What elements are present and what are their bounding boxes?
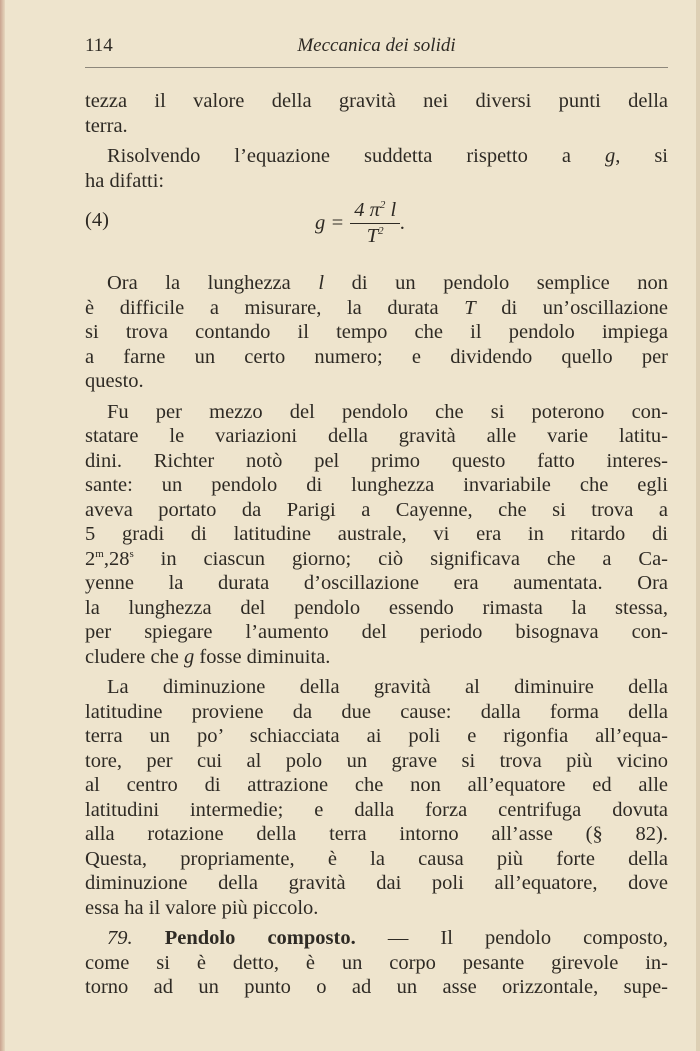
text-run: alla rotazione della terra intorno all’asse (§ 82). (85, 823, 668, 845)
text-run: Pendolo composto. (164, 927, 356, 949)
text-line (85, 773, 668, 798)
text-line (85, 473, 668, 498)
text-run: al centro di attrazione che non all’equatore ed alle (85, 774, 668, 796)
text-run: 79. (107, 927, 133, 949)
fraction-denominator (367, 224, 384, 248)
text-run: , si (615, 145, 668, 167)
text-run: La diminuzione della gravità al diminuire della (107, 676, 668, 698)
text-run: T (464, 296, 476, 319)
text-line (85, 749, 668, 774)
text-run: latitudini intermedie; e dalla forza centrifuga dovuta (85, 798, 668, 821)
text-run: essa ha il valore più piccolo. (85, 896, 319, 919)
page-number: 114 (85, 35, 113, 56)
text-run: terra. (85, 114, 128, 137)
text-run: torno ad un punto o ad un asse orizzontale, supe- (85, 976, 668, 998)
text-run: dini. Richter notò pel primo questo fatto interes- (85, 449, 668, 472)
text-line (85, 369, 668, 394)
running-title: Meccanica dei solidi (297, 35, 456, 56)
text-line (85, 498, 668, 523)
text-line (85, 522, 668, 547)
text-run: g (604, 145, 616, 167)
paragraph (85, 89, 668, 138)
text-run: diminuzione della gravità dai poli all’equatore, dove (85, 872, 668, 894)
text-run: m (95, 547, 104, 560)
text-line (85, 449, 668, 474)
text-run: Fu per mezzo del pendolo che si poterono con- (107, 400, 668, 423)
text-run: yenne la durata d’oscillazione era aumentata. Ora (85, 572, 668, 594)
text-line (85, 975, 668, 1000)
text-run: Questa, propriamente, è la causa più forte della (85, 847, 668, 870)
text-run: terra un po’ schiacciata ai poli e rigonfia all’equa- (85, 725, 668, 747)
text-run: si trova contando il tempo che il pendolo impiega (85, 321, 668, 343)
text-run: s (129, 547, 134, 560)
text-run: la lunghezza del pendolo essendo rimasta la stessa, (85, 596, 668, 619)
text-run: di un pendolo semplice non (324, 272, 668, 294)
text-run: Risolvendo l’equazione suddetta rispetto a (107, 145, 605, 167)
text-run: l (318, 272, 325, 294)
text-run: questo. (85, 370, 144, 392)
denominator-var: T (366, 225, 379, 247)
text-line (85, 547, 668, 572)
numerator-exp: 2 (379, 199, 386, 211)
text-line (85, 896, 668, 921)
text-line (85, 400, 668, 425)
text-line (85, 620, 668, 645)
text-run: per spiegare l’aumento del periodo bisognava con- (85, 621, 668, 643)
text-line (85, 798, 668, 823)
equation-4 (85, 199, 668, 259)
text-line (85, 724, 668, 749)
text-line (85, 847, 668, 872)
equation (315, 199, 405, 248)
text-run: — Il pendolo composto, (355, 927, 669, 949)
text-line (85, 320, 668, 345)
text-run: cludere che (85, 645, 185, 668)
text-line (85, 871, 668, 896)
text-run: di un’oscillazione (475, 296, 668, 319)
numerator-coef: 4 π (354, 199, 380, 221)
page-header (85, 35, 668, 61)
paragraph (85, 400, 668, 670)
text-run: 2 (85, 547, 96, 570)
equation-period: . (400, 212, 406, 234)
paragraph (85, 271, 668, 394)
text-line (85, 822, 668, 847)
paragraph (85, 926, 668, 1000)
text-line (85, 271, 668, 296)
text-run: aveva portato da Parigi a Cayenne, che si trova a (85, 498, 668, 521)
text-run (133, 927, 165, 949)
header-rule (85, 67, 668, 68)
text-before-formula (85, 89, 668, 193)
paragraph (85, 144, 668, 193)
page-body (85, 89, 668, 1006)
text-run: in ciascun giorno; ciò significava che a Ca- (133, 547, 668, 570)
text-run: Ora la lunghezza (107, 272, 319, 294)
page-left-edge (0, 0, 5, 1051)
text-run: latitudine proviene da due cause: dalla forma della (85, 700, 668, 723)
equation-number: (4) (85, 209, 109, 231)
text-run: è difficile a misurare, la durata (85, 296, 465, 319)
text-run: a farne un certo numero; e dividendo quello per (85, 345, 668, 368)
text-run: ,28 (103, 547, 130, 570)
text-line (85, 700, 668, 725)
equation-lhs: g = (315, 212, 345, 234)
text-run: statare le variazioni della gravità alle varie latitu- (85, 425, 668, 447)
text-run: come si è detto, è un corpo pesante girevole in- (85, 951, 668, 974)
text-line (85, 596, 668, 621)
text-run: ha difatti: (85, 169, 165, 192)
text-line (85, 296, 668, 321)
denominator-exp: 2 (378, 225, 384, 237)
text-run: 5 gradi di latitudine australe, vi era in ritardo di (85, 523, 668, 545)
text-line (85, 424, 668, 449)
text-run: tezza il valore della gravità nei diversi punti della (85, 90, 668, 112)
text-line (85, 169, 668, 194)
text-line (85, 645, 668, 670)
text-line (85, 345, 668, 370)
text-line (85, 571, 668, 596)
text-line (85, 675, 668, 700)
numerator-var: l (385, 199, 397, 221)
fraction (350, 199, 400, 248)
text-line (85, 89, 668, 114)
paragraph (85, 675, 668, 920)
text-run: g (184, 645, 195, 668)
text-line (85, 951, 668, 976)
text-run: tore, per cui al polo un grave si trova più vicino (85, 749, 668, 772)
text-after-formula (85, 271, 668, 1000)
text-line (85, 926, 668, 951)
page-right-edge (696, 0, 700, 1051)
fraction-numerator (350, 199, 400, 224)
text-run: sante: un pendolo di lunghezza invariabile che egli (85, 474, 668, 496)
text-run: fosse diminuita. (194, 645, 331, 668)
text-line (85, 144, 668, 169)
text-line (85, 114, 668, 139)
